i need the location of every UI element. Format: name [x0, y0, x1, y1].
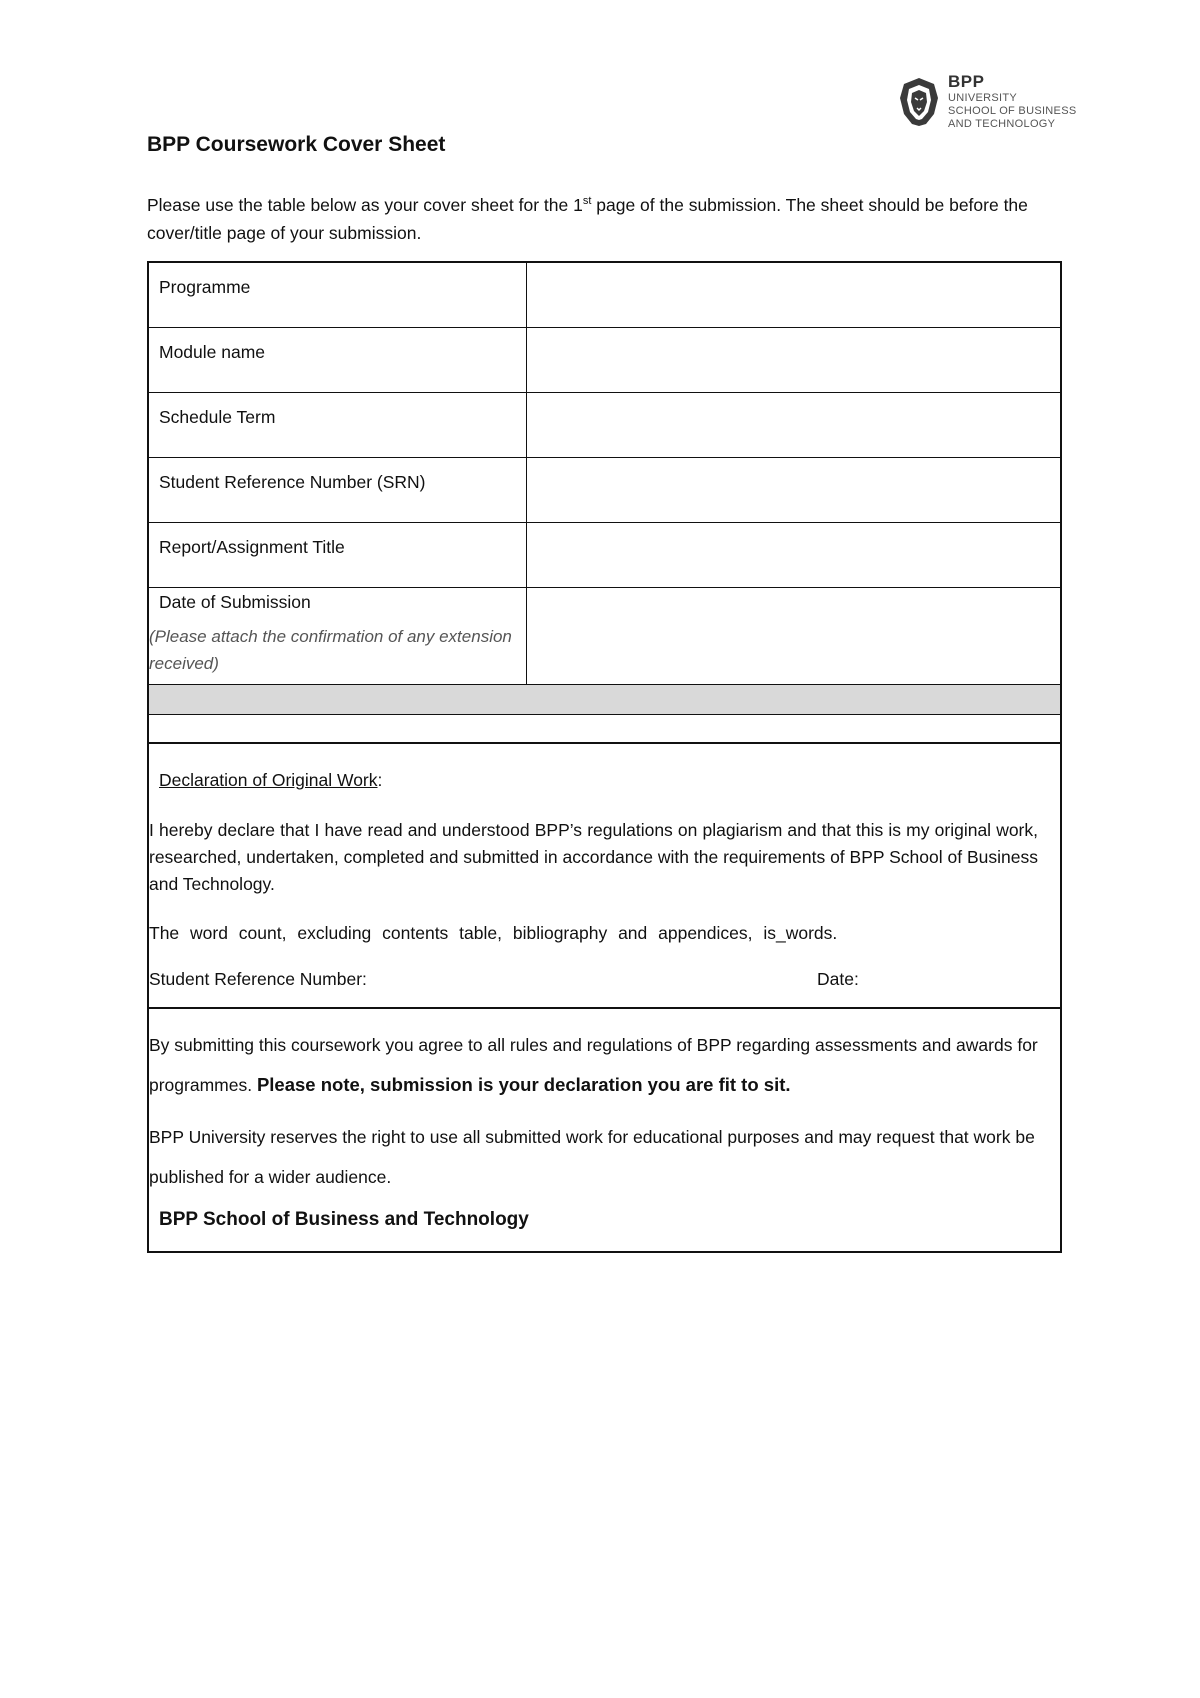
declaration-heading: Declaration of Original Work [159, 770, 378, 790]
date-of-submission-field[interactable] [527, 588, 1060, 684]
intro-superscript: st [582, 195, 592, 207]
terms-agree-text: By submitting this coursework you agree to all rules and regulations of BPP regarding assessments and awards for programmes. [149, 1035, 1038, 1095]
field-label: Student Reference Number (SRN) [149, 458, 527, 522]
logo-line-school: SCHOOL OF BUSINESS [948, 105, 1077, 117]
terms-section [149, 1009, 1060, 1251]
intro-paragraph [147, 187, 1077, 247]
word-count-statement: The word count, excluding contents table, bibliography and appendices, is_words. [149, 923, 838, 943]
module-name-field[interactable] [527, 328, 1060, 392]
field-label: Module name [149, 328, 527, 392]
schedule-term-field[interactable] [527, 393, 1060, 457]
lion-head-icon [898, 76, 940, 128]
cover-sheet-table [147, 261, 1062, 1253]
fit-to-sit-note: Please note, submission is your declaration you are fit to sit. [256, 1074, 791, 1095]
terms-rights: BPP University reserves the right to use all submitted work for educational purposes and may request that work be published for a wider audience. [149, 1127, 1035, 1187]
spacer [149, 791, 1060, 817]
declaration-section [149, 744, 1060, 1009]
logo-line-university: UNIVERSITY [948, 92, 1018, 104]
bpp-logo [898, 72, 1098, 136]
field-row-srn [149, 458, 1060, 523]
signature-line [149, 969, 1060, 993]
page-title: BPP Coursework Cover Sheet [147, 133, 446, 156]
declaration-statement: I hereby declare that I have read and understood BPP’s regulations on plagiarism and that this is my original work, researched, undertaken, completed and submitted in accordance with the requirements of BPP School of Business and Technology. [149, 820, 1038, 894]
field-row-module-name [149, 328, 1060, 393]
logo-line-technology: AND TECHNOLOGY [948, 118, 1056, 130]
field-row-programme [149, 263, 1060, 328]
field-row-date-of-submission [149, 588, 1060, 685]
school-name: BPP School of Business and Technology [159, 1209, 529, 1230]
date-label: Date: [817, 969, 859, 989]
shaded-separator-row [149, 685, 1060, 715]
programme-field[interactable] [527, 263, 1060, 327]
field-label-date [149, 588, 527, 684]
terms-agreement [149, 1025, 1060, 1105]
field-label: Programme [149, 263, 527, 327]
field-label: Date of Submission [159, 592, 311, 612]
intro-text-1: Please use the table below as your cover sheet for the 1 [147, 194, 583, 215]
assignment-title-field[interactable] [527, 523, 1060, 587]
field-row-schedule-term [149, 393, 1060, 458]
srn-label: Student Reference Number: [149, 969, 367, 989]
declaration-heading-colon: : [377, 770, 383, 790]
srn-field[interactable] [527, 458, 1060, 522]
field-row-assignment-title [149, 523, 1060, 588]
field-label: Schedule Term [149, 393, 527, 457]
field-note: (Please attach the confirmation of any extension received) [149, 627, 512, 673]
blank-separator-row [149, 715, 1060, 744]
declaration-heading-line [149, 770, 1060, 791]
logo-brand: BPP [948, 72, 985, 91]
intro-text-2: page of the submission. The sheet should be before the cover/title page of your submission. [147, 194, 1028, 243]
field-label: Report/Assignment Title [149, 523, 527, 587]
